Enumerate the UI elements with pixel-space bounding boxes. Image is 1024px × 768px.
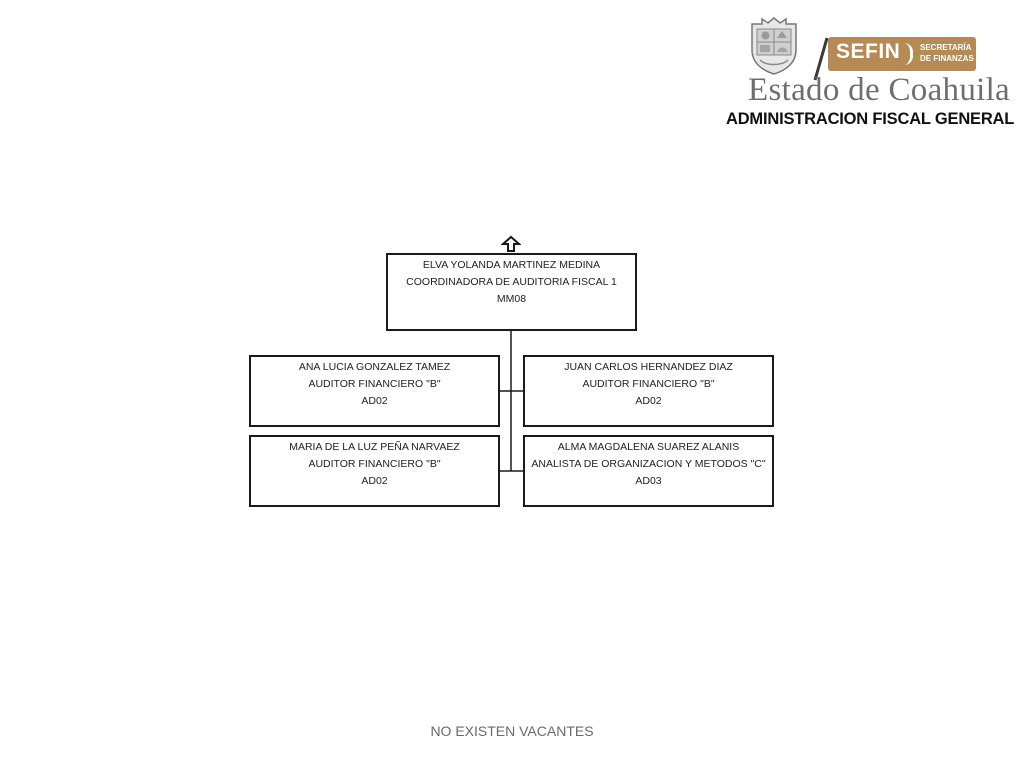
employee-name: MARIA DE LA LUZ PEÑA NARVAEZ <box>289 441 460 453</box>
vacancies-note: NO EXISTEN VACANTES <box>430 723 594 739</box>
sefin-subtitle: SECRETARÍA DE FINANZAS <box>920 43 974 63</box>
org-box-subordinate <box>249 435 500 507</box>
employee-name: ANA LUCIA GONZALEZ TAMEZ <box>298 361 451 373</box>
sefin-logo <box>828 37 976 71</box>
employee-title: AUDITOR FINANCIERO "B" <box>582 378 715 390</box>
org-box-head <box>386 253 637 331</box>
employee-title: ANALISTA DE ORGANIZACION Y METODOS "C" <box>531 458 766 470</box>
employee-code: AD02 <box>361 395 388 407</box>
employee-name: JUAN CARLOS HERNANDEZ DIAZ <box>564 361 733 373</box>
up-arrow-icon[interactable] <box>501 235 521 253</box>
sefin-bracket-icon <box>904 43 913 65</box>
org-box-subordinate <box>249 355 500 427</box>
org-box-subordinate <box>523 355 774 427</box>
state-name: Estado de Coahuila <box>748 72 1011 108</box>
employee-name: ELVA YOLANDA MARTINEZ MEDINA <box>422 259 601 271</box>
sefin-wordmark: SEFIN <box>836 40 901 63</box>
employee-code: AD02 <box>635 395 662 407</box>
employee-code: AD02 <box>361 475 388 487</box>
employee-code: MM08 <box>496 293 527 305</box>
employee-name: ALMA MAGDALENA SUAREZ ALANIS <box>557 441 740 453</box>
employee-code: AD03 <box>635 475 662 487</box>
employee-title: AUDITOR FINANCIERO "B" <box>308 458 441 470</box>
employee-title: AUDITOR FINANCIERO "B" <box>308 378 441 390</box>
org-box-subordinate <box>523 435 774 507</box>
employee-title: COORDINADORA DE AUDITORIA FISCAL 1 <box>406 276 617 288</box>
page-title: ADMINISTRACION FISCAL GENERAL <box>726 110 1015 128</box>
header-logo-block <box>720 12 1015 132</box>
coat-of-arms-icon <box>746 16 802 76</box>
